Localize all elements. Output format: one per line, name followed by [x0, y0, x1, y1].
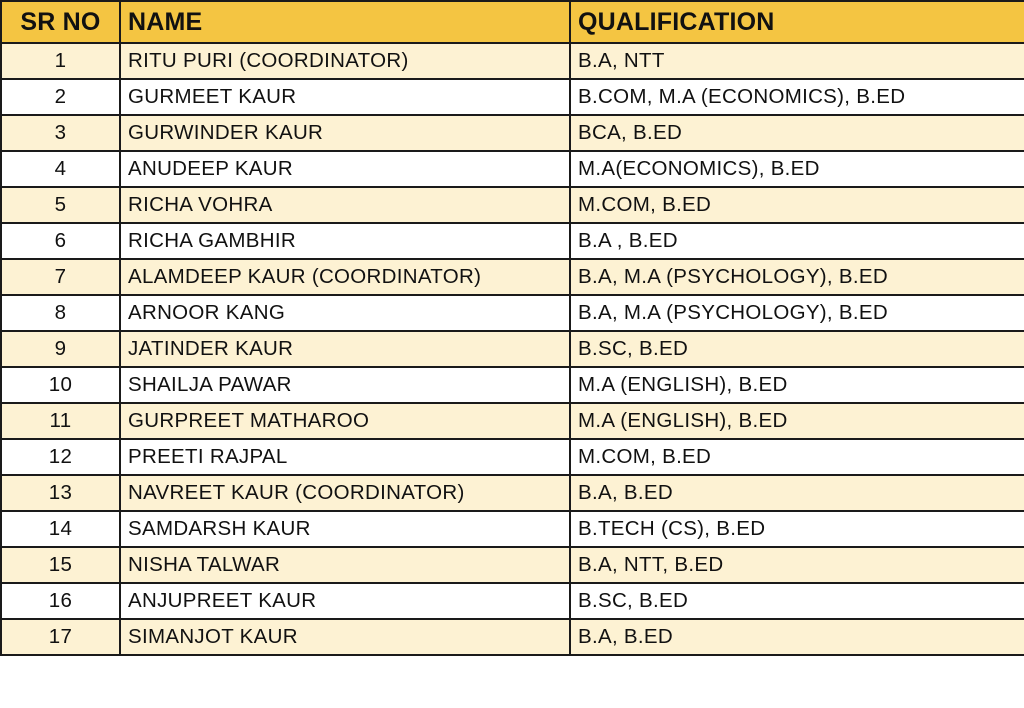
cell-name: ANUDEEP KAUR	[120, 151, 570, 187]
cell-sr-no: 13	[1, 475, 120, 511]
table-row	[1, 151, 1024, 187]
table-row	[1, 187, 1024, 223]
table-row	[1, 79, 1024, 115]
cell-qualification: B.SC, B.ED	[570, 583, 1024, 619]
cell-name: GURWINDER KAUR	[120, 115, 570, 151]
table-row	[1, 619, 1024, 655]
cell-name: RICHA VOHRA	[120, 187, 570, 223]
cell-qualification: BCA, B.ED	[570, 115, 1024, 151]
cell-sr-no: 11	[1, 403, 120, 439]
cell-qualification: M.A (ENGLISH), B.ED	[570, 403, 1024, 439]
cell-sr-no: 6	[1, 223, 120, 259]
cell-name: SHAILJA PAWAR	[120, 367, 570, 403]
cell-qualification: M.A(ECONOMICS), B.ED	[570, 151, 1024, 187]
table-row	[1, 43, 1024, 79]
header-row	[1, 1, 1024, 43]
cell-qualification: B.COM, M.A (ECONOMICS), B.ED	[570, 79, 1024, 115]
cell-name: RICHA GAMBHIR	[120, 223, 570, 259]
cell-sr-no: 2	[1, 79, 120, 115]
cell-qualification: B.A , B.ED	[570, 223, 1024, 259]
table-row	[1, 367, 1024, 403]
cell-name: ALAMDEEP KAUR (COORDINATOR)	[120, 259, 570, 295]
cell-name: GURPREET MATHAROO	[120, 403, 570, 439]
cell-sr-no: 12	[1, 439, 120, 475]
cell-qualification: B.A, NTT	[570, 43, 1024, 79]
cell-sr-no: 10	[1, 367, 120, 403]
cell-name: JATINDER KAUR	[120, 331, 570, 367]
cell-qualification: B.SC, B.ED	[570, 331, 1024, 367]
cell-name: SAMDARSH KAUR	[120, 511, 570, 547]
cell-qualification: B.TECH (CS), B.ED	[570, 511, 1024, 547]
table-row	[1, 259, 1024, 295]
cell-qualification: M.A (ENGLISH), B.ED	[570, 367, 1024, 403]
cell-sr-no: 3	[1, 115, 120, 151]
header-name: NAME	[120, 1, 570, 43]
table-row	[1, 475, 1024, 511]
cell-qualification: B.A, B.ED	[570, 475, 1024, 511]
cell-qualification: M.COM, B.ED	[570, 187, 1024, 223]
cell-sr-no: 1	[1, 43, 120, 79]
cell-name: RITU PURI (COORDINATOR)	[120, 43, 570, 79]
cell-name: PREETI RAJPAL	[120, 439, 570, 475]
cell-qualification: B.A, M.A (PSYCHOLOGY), B.ED	[570, 295, 1024, 331]
cell-sr-no: 7	[1, 259, 120, 295]
table-row	[1, 511, 1024, 547]
table-row	[1, 115, 1024, 151]
table-row	[1, 331, 1024, 367]
cell-name: NISHA TALWAR	[120, 547, 570, 583]
cell-name: ARNOOR KANG	[120, 295, 570, 331]
cell-sr-no: 17	[1, 619, 120, 655]
cell-sr-no: 4	[1, 151, 120, 187]
cell-sr-no: 8	[1, 295, 120, 331]
cell-qualification: M.COM, B.ED	[570, 439, 1024, 475]
cell-name: NAVREET KAUR (COORDINATOR)	[120, 475, 570, 511]
cell-sr-no: 14	[1, 511, 120, 547]
table-row	[1, 583, 1024, 619]
table-row	[1, 403, 1024, 439]
table-row	[1, 295, 1024, 331]
cell-sr-no: 5	[1, 187, 120, 223]
cell-qualification: B.A, B.ED	[570, 619, 1024, 655]
cell-sr-no: 9	[1, 331, 120, 367]
table-body	[1, 43, 1024, 655]
header-sr-no: SR NO	[1, 1, 120, 43]
cell-name: SIMANJOT KAUR	[120, 619, 570, 655]
table-row	[1, 439, 1024, 475]
header-qualification: QUALIFICATION	[570, 1, 1024, 43]
cell-qualification: B.A, M.A (PSYCHOLOGY), B.ED	[570, 259, 1024, 295]
cell-sr-no: 15	[1, 547, 120, 583]
cell-name: GURMEET KAUR	[120, 79, 570, 115]
cell-name: ANJUPREET KAUR	[120, 583, 570, 619]
table-header	[1, 1, 1024, 43]
table-row	[1, 223, 1024, 259]
cell-sr-no: 16	[1, 583, 120, 619]
table-row	[1, 547, 1024, 583]
cell-qualification: B.A, NTT, B.ED	[570, 547, 1024, 583]
